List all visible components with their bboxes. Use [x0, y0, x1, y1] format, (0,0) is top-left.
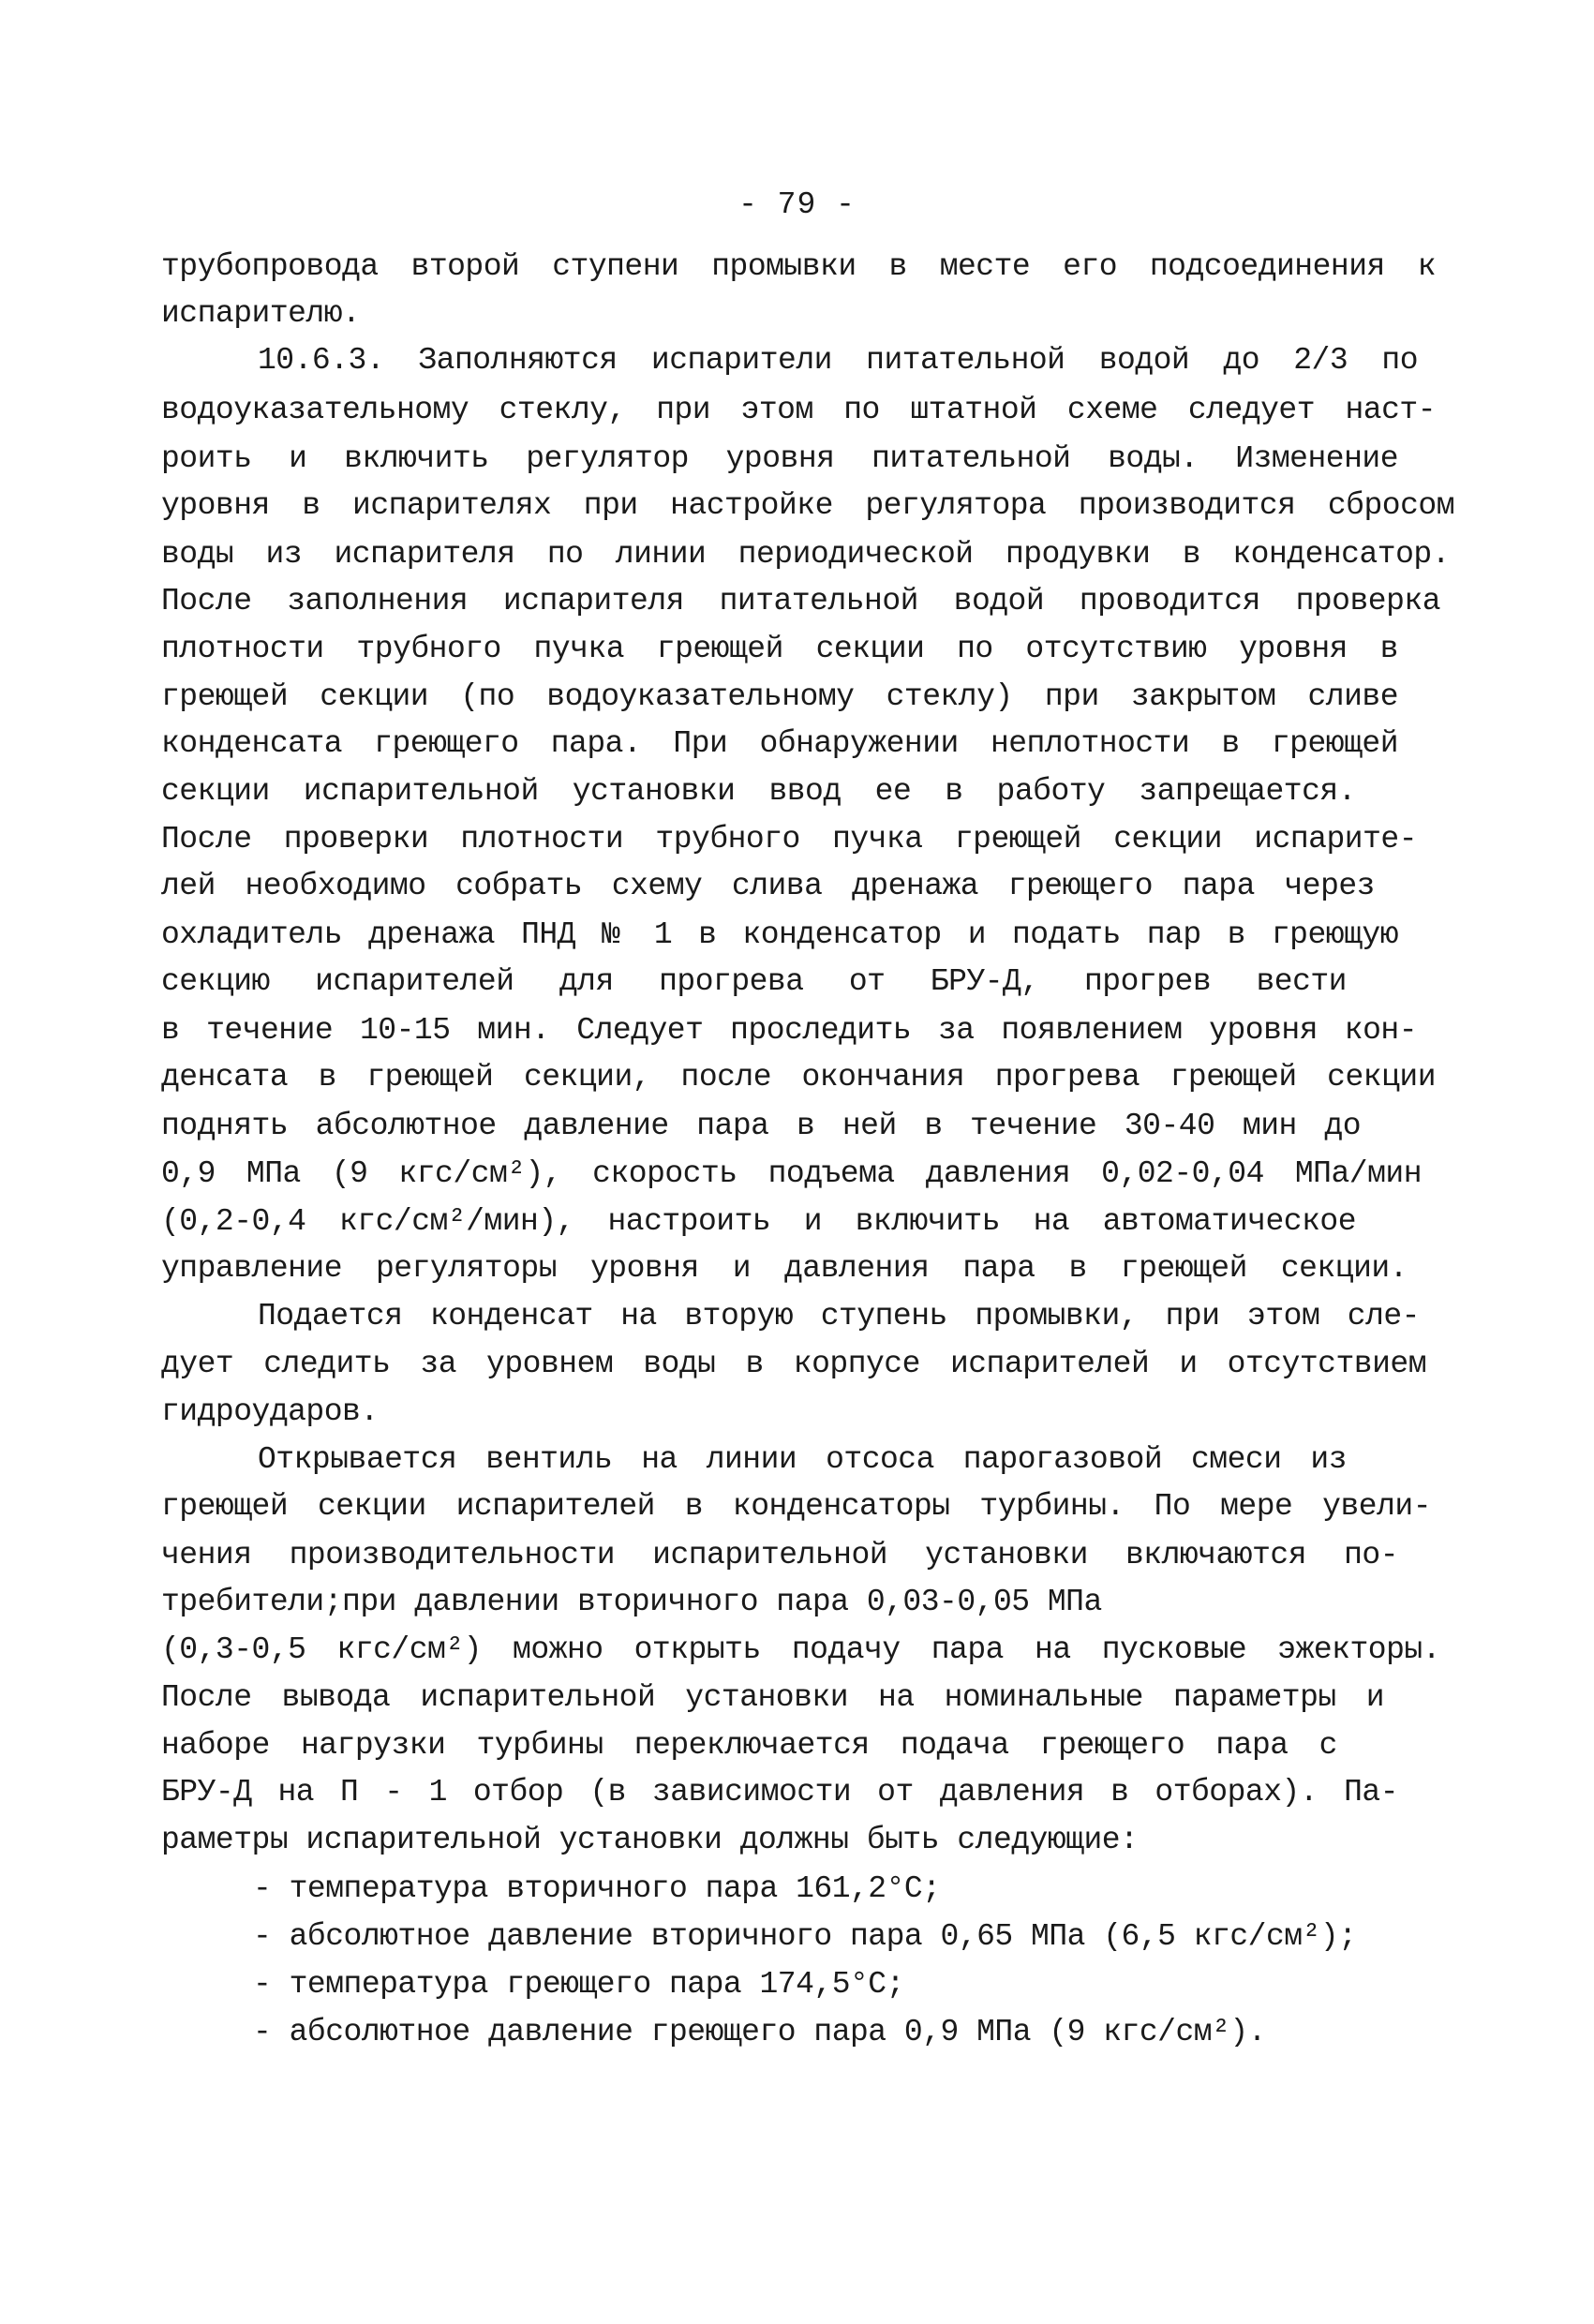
text-line: плотности трубного пучка греющей секции по отсутствию уровня в: [161, 632, 1398, 666]
text-line: роить и включить регулятор уровня питательной воды. Изменение: [161, 441, 1398, 476]
text-line: чения производительности испарительной установки включаются по-: [161, 1538, 1398, 1572]
text-line: лей необходимо собрать схему слива дренажа греющего пара через: [161, 869, 1375, 903]
text-line: денсата в греющей секции, после окончания прогрева греющей секции: [161, 1060, 1436, 1095]
text-line: секции испарительной установки ввод ее в работу запрещается.: [161, 774, 1356, 809]
text-line: После заполнения испарителя питательной водой проводится проверка: [161, 584, 1440, 618]
text-line: 0,9 МПа (9 кгс/см²), скорость подъема давления 0,02-0,04 МПа/мин: [161, 1156, 1422, 1191]
list-item: - температура греющего пара 174,5°С;: [253, 1967, 904, 2002]
text-line: уровня в испарителях при настройке регулятора производится сбросом: [161, 488, 1454, 523]
text-line: (0,3-0,5 кгс/см²) можно открыть подачу пара на пусковые эжекторы.: [161, 1632, 1440, 1667]
text-line: трубопровода второй ступени промывки в месте его подсоединения к: [161, 249, 1436, 284]
text-line: воды из испарителя по линии периодической продувки в конденсатор.: [161, 537, 1450, 572]
text-line: поднять абсолютное давление пара в ней в течение 30-40 мин до: [161, 1109, 1361, 1143]
text-line: требители;при давлении вторичного пара 0,03-0,05 МПа: [161, 1585, 1102, 1619]
text-line: Подается конденсат на вторую ступень промывки, при этом сле-: [258, 1299, 1420, 1333]
list-item: - абсолютное давление греющего пара 0,9 МПа (9 кгс/см²).: [253, 2015, 1266, 2049]
list-item: - абсолютное давление вторичного пара 0,65 МПа (6,5 кгс/см²);: [253, 1919, 1357, 1954]
text-line: Открывается вентиль на линии отсоса парогазовой смеси из: [258, 1442, 1347, 1477]
text-line: БРУ-Д на П - 1 отбор (в зависимости от давления в отборах). Па-: [161, 1775, 1398, 1810]
text-line: раметры испарительной установки должны быть следующие:: [161, 1823, 1139, 1857]
text-line: конденсата греющего пара. При обнаружении неплотности в греющей: [161, 726, 1398, 761]
text-line: греющей секции (по водоуказательному стеклу) при закрытом сливе: [161, 679, 1398, 714]
text-line: в течение 10-15 мин. Следует проследить за появлением уровня кон-: [161, 1013, 1417, 1048]
text-line: греющей секции испарителей в конденсаторы турбины. По мере увели-: [161, 1489, 1431, 1524]
text-line: После проверки плотности трубного пучка греющей секции испарите-: [161, 822, 1417, 857]
text-line: (0,2-0,4 кгс/см²/мин), настроить и включить на автоматическое: [161, 1204, 1356, 1239]
text-line: управление регуляторы уровня и давления пара в греющей секции.: [161, 1251, 1408, 1286]
page-number: - 79 -: [738, 187, 856, 222]
text-line: гидроударов.: [161, 1394, 379, 1429]
text-line: дует следить за уровнем воды в корпусе испарителей и отсутствием: [161, 1347, 1426, 1381]
text-line: секцию испарителей для прогрева от БРУ-Д, прогрев вести: [161, 964, 1347, 999]
text-line: водоуказательному стеклу, при этом по штатной схеме следует наст-: [161, 393, 1436, 427]
text-line: 10.6.3. Заполняются испарители питательной водой до 2/3 по: [258, 343, 1418, 378]
list-item: - температура вторичного пара 161,2°С;: [253, 1871, 941, 1906]
text-line: наборе нагрузки турбины переключается подача греющего пара с: [161, 1728, 1337, 1763]
text-line: охладитель дренажа ПНД № 1 в конденсатор и подать пар в греющую: [161, 917, 1398, 952]
text-line: После вывода испарительной установки на номинальные параметры и: [161, 1680, 1384, 1715]
text-line: испарителю.: [161, 296, 361, 331]
